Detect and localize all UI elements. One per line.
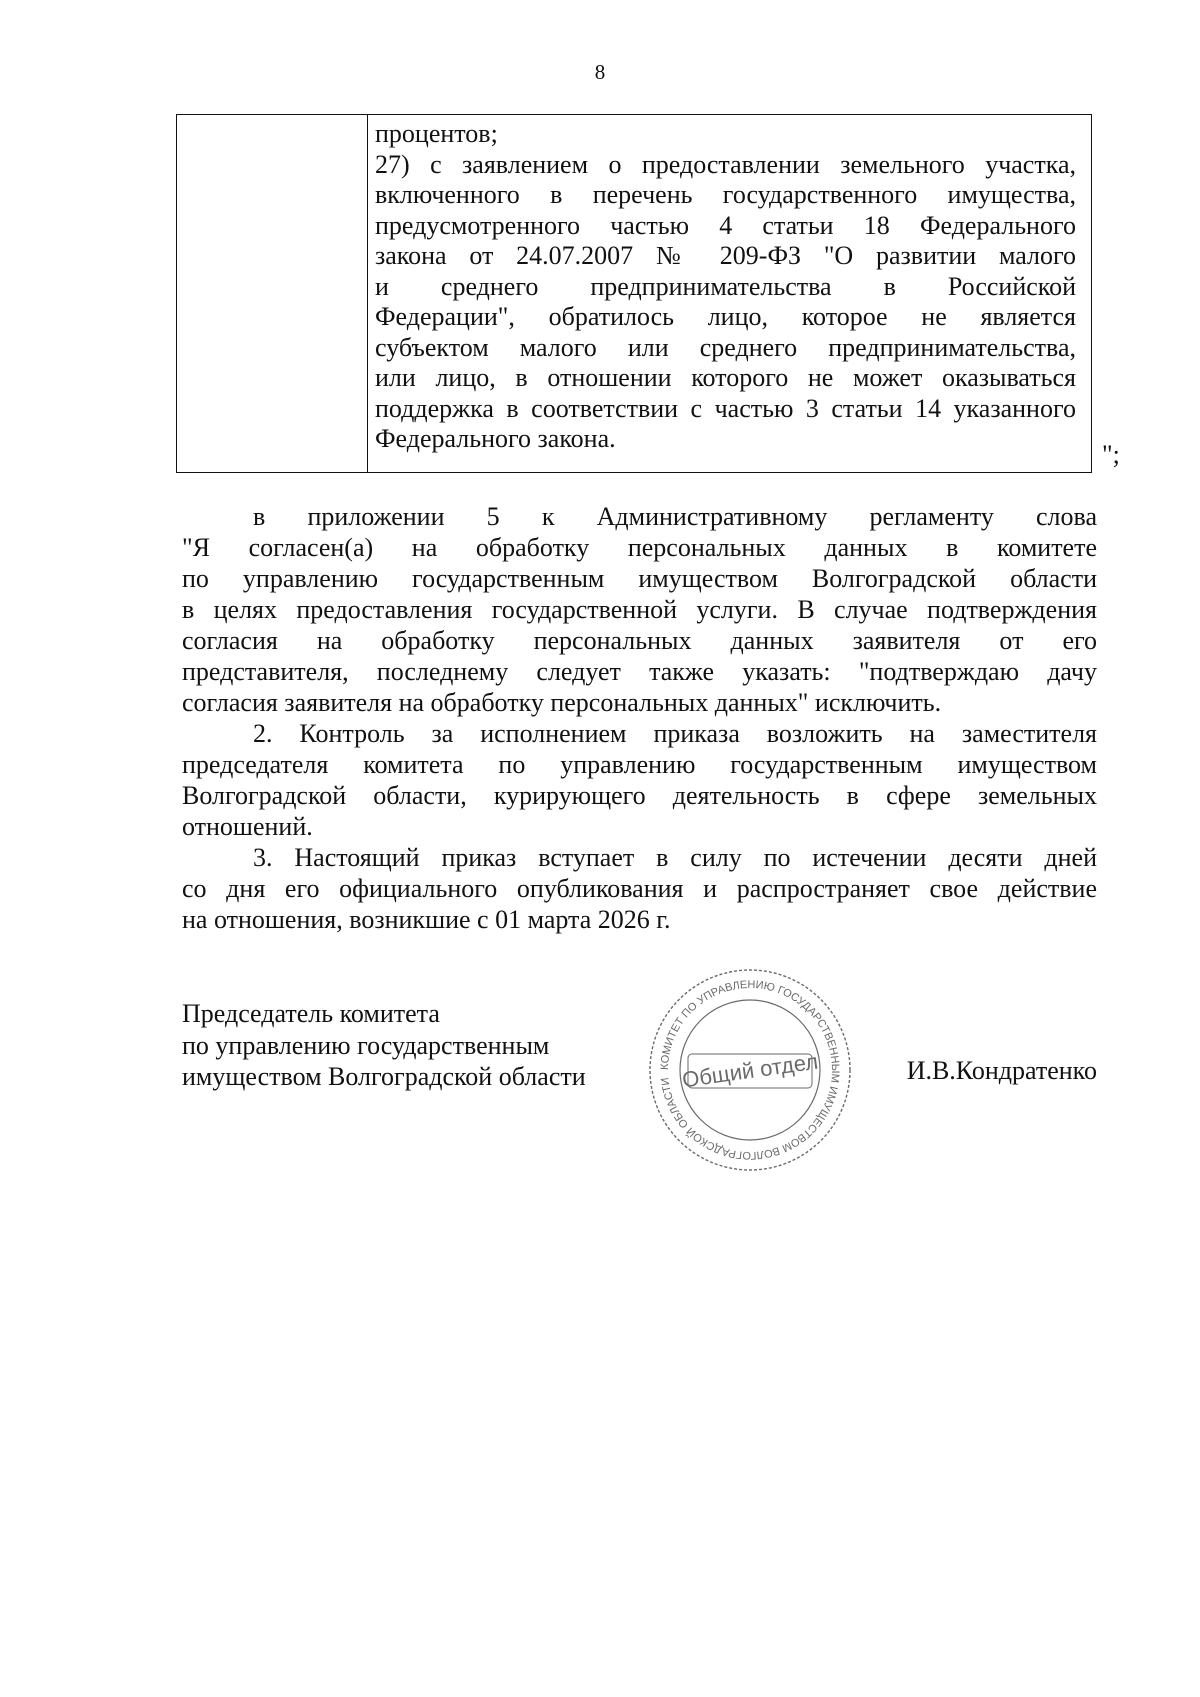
table-cell-empty	[177, 115, 368, 472]
paragraph-line: 2. Контроль за исполнением приказа возложить на заместителя	[253, 719, 1097, 748]
paragraph-line: 3. Настоящий приказ вступает в силу по истечении десяти дней	[253, 843, 1097, 872]
signatory-title-line: имуществом Волгоградской области	[182, 1062, 586, 1091]
stamp-ring-text: КОМИТЕТ ПО УПРАВЛЕНИЮ ГОСУДАРСТВЕННЫМ ИМУЩЕСТВОМ ВОЛГОГРАДСКОЙ ОБЛАСТИ	[658, 978, 842, 1162]
paragraph-line: в целях предоставления государственной услуги. В случае подтверждения	[182, 595, 1097, 624]
table-cell-text	[375, 119, 1076, 455]
table-line: поддержка в соответствии с частью 3 статьи 14 указанного	[375, 393, 1076, 423]
paragraph-line: "Я согласен(а) на обработку персональных данных в комитете	[182, 533, 1097, 562]
page-number: 8	[594, 60, 606, 84]
table-line: Федерального закона.	[375, 424, 616, 453]
table-line: 27) с заявлением о предоставлении земельного участка,	[375, 149, 1076, 179]
paragraph-line: согласия на обработку персональных данных заявителя от его	[182, 626, 1097, 655]
paragraph-line: согласия заявителя на обработку персональных данных" исключить.	[182, 688, 942, 717]
paragraph-line: на отношения, возникшие с 01 марта 2026 г.	[182, 905, 671, 934]
table-line: Федерации", обратилось лицо, которое не является	[375, 302, 1076, 331]
signatory-title-line: по управлению государственным	[182, 1030, 550, 1060]
table-line: или лицо, в отношении которого не может оказываться	[375, 363, 1076, 392]
stamp-center-text: Общий отдел	[680, 1048, 820, 1093]
paragraph-line: отношений.	[182, 812, 313, 841]
signatory-title-line: Председатель комитета	[182, 999, 440, 1028]
table-line: предусмотренного частью 4 статьи 18 Федерального	[375, 210, 1076, 240]
table-line: субъектом малого или среднего предпринимательства,	[375, 332, 1076, 362]
table-line: включенного в перечень государственного имущества,	[375, 180, 1076, 209]
paragraph-line: со дня его официального опубликования и распространяет свое действие	[182, 874, 1097, 903]
table-line: процентов;	[375, 119, 498, 148]
table-line: и среднего предпринимательства в Российской	[375, 271, 1076, 301]
body-paragraphs	[182, 501, 1097, 935]
paragraph-line: по управлению государственным имуществом Волгоградской области	[182, 564, 1097, 593]
table-line: закона от 24.07.2007 № 209-ФЗ "О развитии малого	[375, 241, 1076, 270]
table-closing-quote: ";	[1102, 440, 1120, 469]
paragraph-line: представителя, последнему следует также указать: "подтверждаю дачу	[182, 657, 1097, 686]
paragraph-line: Волгоградской области, курирующего деятельность в сфере земельных	[182, 781, 1097, 810]
paragraph-line: в приложении 5 к Административному регламенту слова	[253, 502, 1097, 531]
official-stamp	[640, 960, 860, 1180]
paragraph-line: председателя комитета по управлению государственным имуществом	[182, 750, 1097, 779]
signatory-title	[182, 998, 586, 1093]
amendment-table	[176, 114, 1092, 473]
signatory-name: И.В.Кондратенко	[906, 1056, 1097, 1085]
